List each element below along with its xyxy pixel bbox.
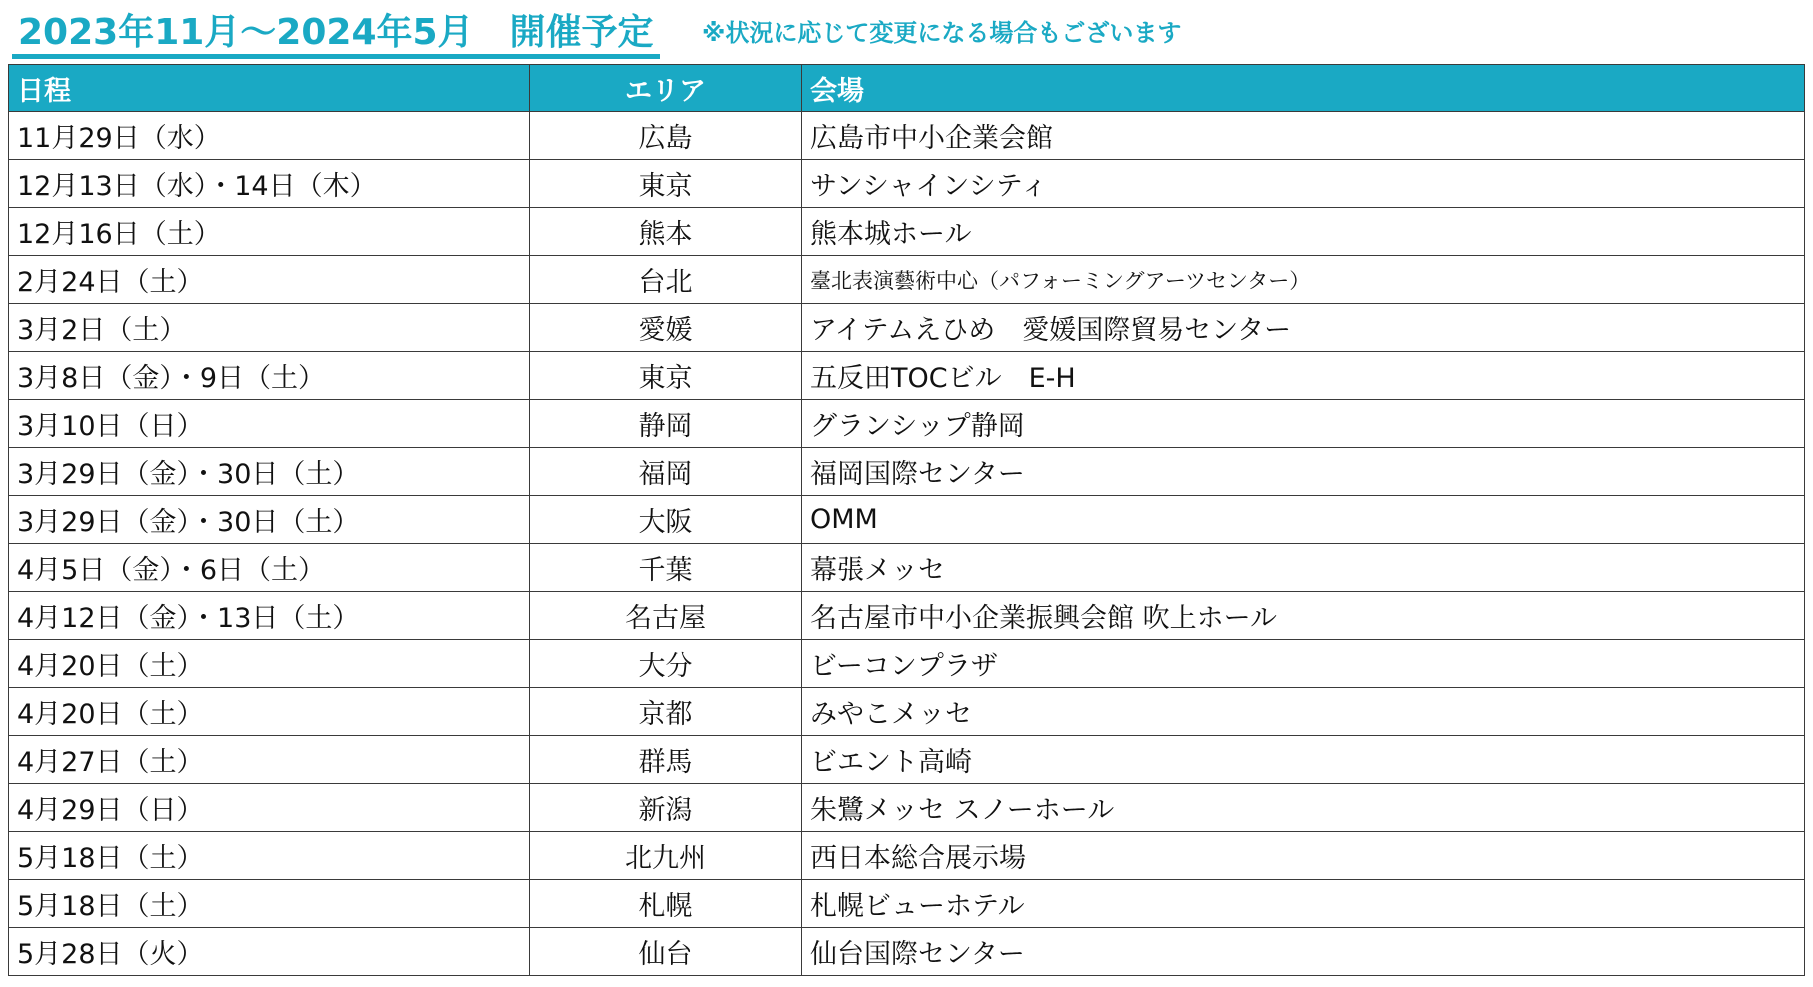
cell-area: 群馬 <box>530 736 802 784</box>
cell-date: 2月24日（土） <box>9 256 530 304</box>
cell-venue: OMM <box>802 496 1805 544</box>
table-row <box>9 640 1805 688</box>
table-row <box>9 352 1805 400</box>
cell-date: 4月29日（日） <box>9 784 530 832</box>
table-row <box>9 112 1805 160</box>
table-row <box>9 688 1805 736</box>
cell-area: 新潟 <box>530 784 802 832</box>
cell-venue: サンシャインシティ <box>802 160 1805 208</box>
table-row <box>9 592 1805 640</box>
cell-area: 千葉 <box>530 544 802 592</box>
cell-venue: 熊本城ホール <box>802 208 1805 256</box>
event-schedule-table <box>8 64 1805 976</box>
cell-date: 4月12日（金）・13日（土） <box>9 592 530 640</box>
cell-date: 4月20日（土） <box>9 688 530 736</box>
cell-venue: 西日本総合展示場 <box>802 832 1805 880</box>
cell-date: 12月16日（土） <box>9 208 530 256</box>
cell-area: 東京 <box>530 160 802 208</box>
cell-area: 台北 <box>530 256 802 304</box>
cell-area: 札幌 <box>530 880 802 928</box>
cell-date: 5月18日（土） <box>9 880 530 928</box>
cell-area: 広島 <box>530 112 802 160</box>
cell-venue: 札幌ビューホテル <box>802 880 1805 928</box>
column-header-area: エリア <box>530 65 802 112</box>
cell-date: 5月28日（火） <box>9 928 530 976</box>
cell-date: 12月13日（水）・14日（木） <box>9 160 530 208</box>
cell-venue: 仙台国際センター <box>802 928 1805 976</box>
page-title: 2023年11月～2024年5月 開催予定 <box>18 12 654 53</box>
table-row <box>9 496 1805 544</box>
table-row <box>9 304 1805 352</box>
column-header-venue: 会場 <box>802 65 1805 112</box>
cell-venue: 福岡国際センター <box>802 448 1805 496</box>
cell-venue: 臺北表演藝術中心（パフォーミングアーツセンター） <box>802 256 1805 304</box>
table-row <box>9 928 1805 976</box>
page-header <box>12 0 1802 62</box>
table-row <box>9 784 1805 832</box>
cell-date: 3月10日（日） <box>9 400 530 448</box>
cell-date: 3月29日（金）・30日（土） <box>9 448 530 496</box>
column-header-date: 日程 <box>9 65 530 112</box>
cell-venue: みやこメッセ <box>802 688 1805 736</box>
cell-venue: 五反田TOCビル E-H <box>802 352 1805 400</box>
cell-area: 愛媛 <box>530 304 802 352</box>
cell-venue: 広島市中小企業会館 <box>802 112 1805 160</box>
cell-venue: 名古屋市中小企業振興会館 吹上ホール <box>802 592 1805 640</box>
cell-venue: グランシップ静岡 <box>802 400 1805 448</box>
cell-venue: 幕張メッセ <box>802 544 1805 592</box>
table-row <box>9 832 1805 880</box>
cell-area: 静岡 <box>530 400 802 448</box>
cell-date: 4月27日（土） <box>9 736 530 784</box>
cell-area: 大分 <box>530 640 802 688</box>
cell-date: 3月29日（金）・30日（土） <box>9 496 530 544</box>
table-row <box>9 736 1805 784</box>
cell-area: 名古屋 <box>530 592 802 640</box>
table-body <box>9 112 1805 976</box>
table-row <box>9 880 1805 928</box>
cell-venue: 朱鷺メッセ スノーホール <box>802 784 1805 832</box>
table-row <box>9 400 1805 448</box>
schedule-change-note: ※状況に応じて変更になる場合もございます <box>702 19 1182 47</box>
cell-date: 4月5日（金）・6日（土） <box>9 544 530 592</box>
table-row <box>9 256 1805 304</box>
cell-area: 北九州 <box>530 832 802 880</box>
cell-venue: ビエント高崎 <box>802 736 1805 784</box>
cell-area: 京都 <box>530 688 802 736</box>
table-row <box>9 208 1805 256</box>
cell-area: 熊本 <box>530 208 802 256</box>
cell-venue: アイテムえひめ 愛媛国際貿易センター <box>802 304 1805 352</box>
cell-date: 3月2日（土） <box>9 304 530 352</box>
cell-area: 福岡 <box>530 448 802 496</box>
cell-date: 5月18日（土） <box>9 832 530 880</box>
table-row <box>9 160 1805 208</box>
title-underline <box>12 54 660 59</box>
table-header-row <box>9 65 1805 112</box>
cell-area: 東京 <box>530 352 802 400</box>
table-row <box>9 544 1805 592</box>
cell-area: 大阪 <box>530 496 802 544</box>
cell-date: 4月20日（土） <box>9 640 530 688</box>
cell-venue: ビーコンプラザ <box>802 640 1805 688</box>
cell-date: 3月8日（金）・9日（土） <box>9 352 530 400</box>
table-row <box>9 448 1805 496</box>
cell-date: 11月29日（水） <box>9 112 530 160</box>
cell-area: 仙台 <box>530 928 802 976</box>
